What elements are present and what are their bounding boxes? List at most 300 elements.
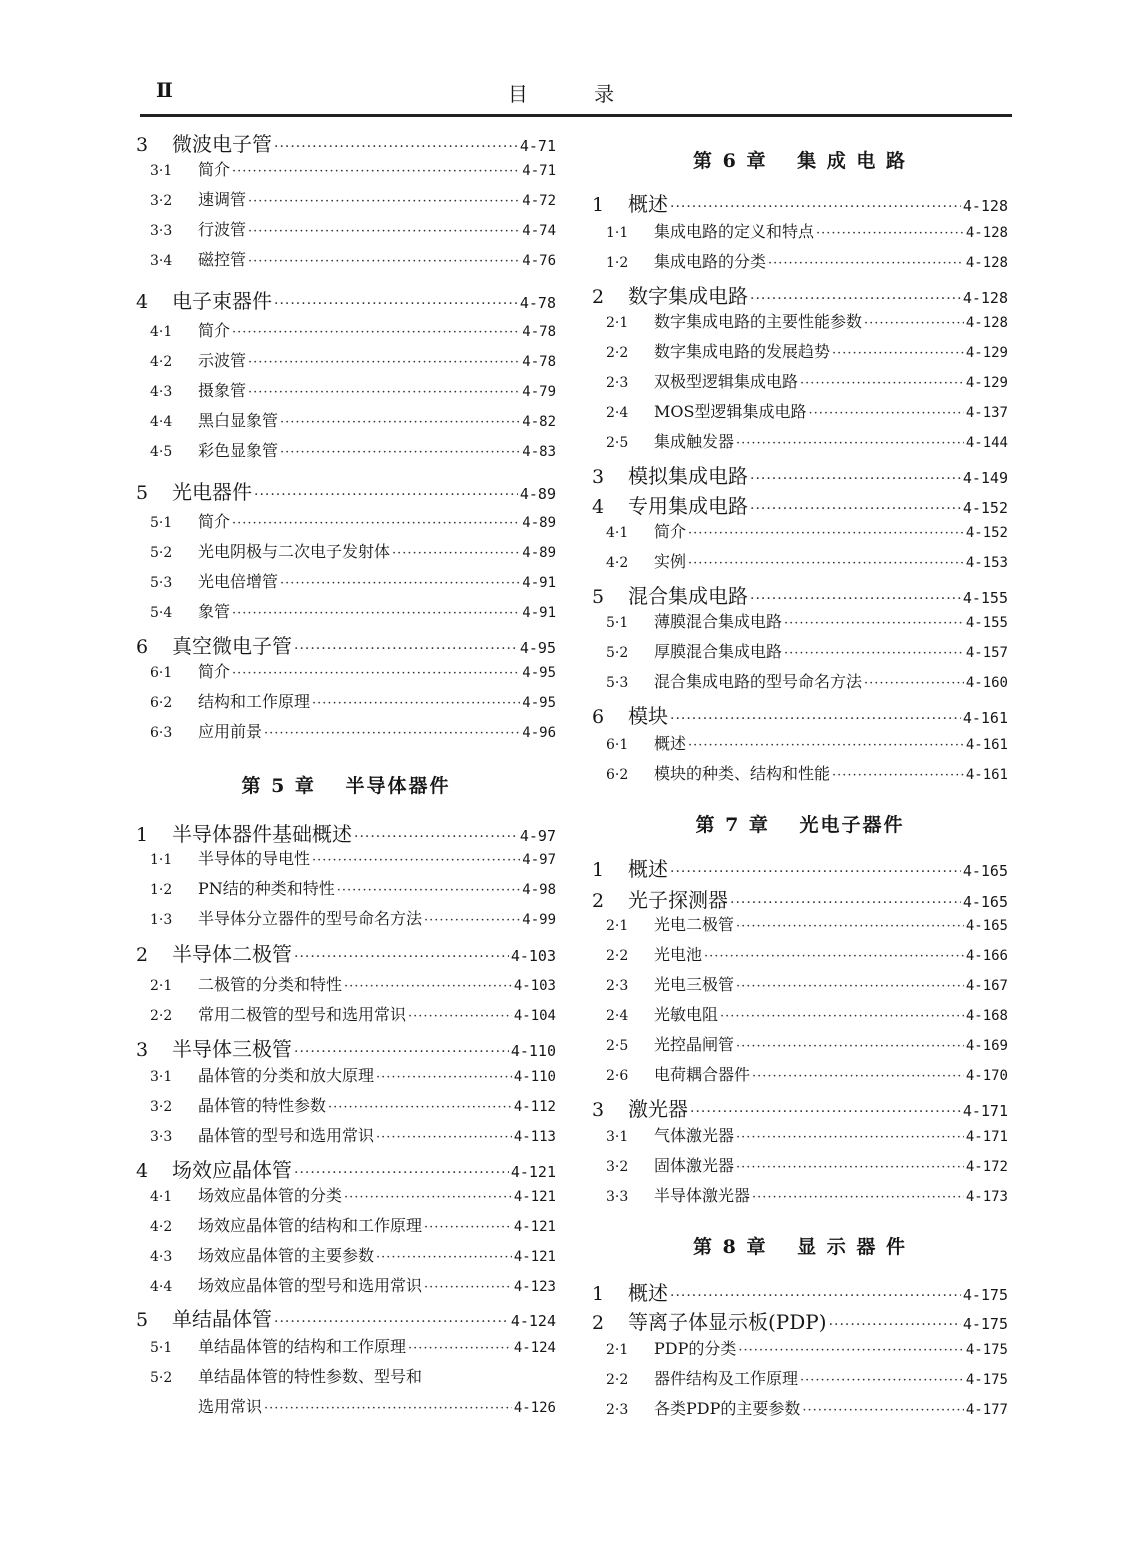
entry-number: 2·4 xyxy=(606,1008,629,1024)
toc-subsection-entry[interactable] xyxy=(136,689,556,712)
entry-title: 速调管 xyxy=(198,190,247,209)
entry-page: 4-175 xyxy=(965,1342,1008,1358)
dot-leader xyxy=(248,254,520,269)
entry-title: 概述 xyxy=(628,192,668,216)
entry-title: PN结的种类和特性 xyxy=(198,879,335,898)
entry-number: 5·4 xyxy=(150,605,173,621)
toc-section-entry[interactable] xyxy=(592,700,1008,729)
entry-number: 2·3 xyxy=(606,978,629,994)
entry-number: 3·3 xyxy=(150,1129,173,1145)
dot-leader xyxy=(736,979,964,994)
toc-subsection-entry[interactable] xyxy=(136,247,556,270)
dot-leader xyxy=(280,415,520,430)
entry-title: 二极管的分类和特性 xyxy=(198,975,343,994)
toc-section-entry[interactable] xyxy=(136,818,556,847)
entry-number: 4 xyxy=(136,1160,149,1182)
entry-number: 1·1 xyxy=(606,225,629,241)
toc-subsection-entry[interactable] xyxy=(592,519,1008,542)
entry-number: 5 xyxy=(136,1309,149,1331)
dot-leader xyxy=(802,1403,963,1418)
toc-subsection-entry[interactable] xyxy=(592,731,1008,754)
entry-page: 4-103 xyxy=(510,947,556,965)
entry-number: 1·2 xyxy=(606,255,629,271)
entry-page: 4-124 xyxy=(510,1312,556,1330)
entry-title: 简介 xyxy=(654,522,687,541)
toc-subsection-entry[interactable] xyxy=(592,399,1008,422)
entry-title: 单结晶体管的结构和工作原理 xyxy=(198,1337,407,1356)
entry-title: 行波管 xyxy=(198,220,247,239)
entry-page: 4-167 xyxy=(965,978,1008,994)
entry-page: 4-95 xyxy=(522,665,556,681)
entry-title: 常用二极管的型号和选用常识 xyxy=(198,1005,407,1024)
entry-page: 4-153 xyxy=(965,555,1008,571)
entry-title: 场效应晶体管的型号和选用常识 xyxy=(198,1276,423,1295)
entry-page: 4-152 xyxy=(962,499,1008,517)
toc-section-entry[interactable] xyxy=(592,1277,1008,1306)
entry-title: 概述 xyxy=(628,1281,668,1305)
dot-leader xyxy=(376,1070,512,1085)
toc-section-entry[interactable] xyxy=(136,1303,556,1332)
entry-page: 4-177 xyxy=(965,1402,1008,1418)
entry-page: 4-169 xyxy=(965,1038,1008,1054)
toc-subsection-entry[interactable] xyxy=(136,1123,556,1146)
toc-subsection-entry[interactable] xyxy=(592,1183,1008,1206)
toc-subsection-entry[interactable] xyxy=(592,1366,1008,1389)
toc-section-entry[interactable] xyxy=(592,1093,1008,1122)
entry-page: 4-126 xyxy=(513,1400,556,1416)
toc-subsection-entry[interactable] xyxy=(592,1002,1008,1025)
toc-section-entry[interactable] xyxy=(136,630,556,659)
entry-number: 4·1 xyxy=(606,525,629,541)
entry-number: 1 xyxy=(592,859,605,881)
toc-subsection-entry[interactable] xyxy=(592,369,1008,392)
toc-subsection-entry[interactable] xyxy=(136,217,556,240)
entry-number: 6·1 xyxy=(150,665,173,681)
entry-page: 4-152 xyxy=(965,525,1008,541)
dot-leader xyxy=(688,556,964,571)
toc-subsection-entry[interactable] xyxy=(136,846,556,869)
dot-leader xyxy=(750,471,961,487)
entry-title: 晶体管的分类和放大原理 xyxy=(198,1066,375,1085)
dot-leader xyxy=(408,1341,512,1356)
toc-section-entry[interactable] xyxy=(592,490,1008,519)
dot-leader xyxy=(424,913,520,928)
entry-title: 场效应晶体管 xyxy=(172,1158,292,1182)
dot-leader xyxy=(832,346,964,361)
dot-leader xyxy=(408,1009,512,1024)
toc-subsection-entry[interactable] xyxy=(136,318,556,341)
dot-leader xyxy=(264,1401,512,1416)
entry-title: 场效应晶体管的主要参数 xyxy=(198,1246,375,1265)
toc-subsection-entry[interactable] xyxy=(136,1183,556,1206)
toc-subsection-entry[interactable] xyxy=(592,1062,1008,1085)
dot-leader xyxy=(750,291,961,307)
entry-number: 6·1 xyxy=(606,737,629,753)
entry-page: 4-161 xyxy=(962,709,1008,727)
entry-page: 4-129 xyxy=(965,345,1008,361)
toc-subsection-entry[interactable] xyxy=(136,1002,556,1025)
entry-title: 晶体管的特性参数 xyxy=(198,1096,327,1115)
toc-subsection-entry[interactable] xyxy=(136,157,556,180)
toc-subsection-entry[interactable] xyxy=(136,1093,556,1116)
toc-subsection-entry[interactable] xyxy=(592,249,1008,272)
toc-subsection-entry[interactable] xyxy=(136,1213,556,1236)
dot-leader xyxy=(424,1280,512,1295)
entry-title: 集成触发器 xyxy=(654,432,735,451)
entry-number: 6·2 xyxy=(150,695,173,711)
entry-title: 电荷耦合器件 xyxy=(654,1065,751,1084)
entry-page: 4-91 xyxy=(522,605,556,621)
toc-subsection-entry[interactable] xyxy=(136,876,556,899)
entry-title: 单结晶体管的特性参数、型号和 xyxy=(198,1367,423,1386)
dot-leader xyxy=(784,616,964,631)
entry-page: 4-161 xyxy=(965,767,1008,783)
toc-subsection-entry[interactable] xyxy=(136,1243,556,1266)
entry-number: 3·1 xyxy=(150,163,173,179)
toc-subsection-entry[interactable] xyxy=(592,429,1008,452)
toc-section-entry[interactable] xyxy=(592,188,1008,217)
entry-number: 2·2 xyxy=(606,345,629,361)
entry-number: 4 xyxy=(136,291,149,313)
entry-title: 场效应晶体管的分类 xyxy=(198,1186,343,1205)
toc-subsection-entry[interactable] xyxy=(592,1123,1008,1146)
entry-page: 4-95 xyxy=(519,639,556,657)
entry-number: 2·3 xyxy=(606,1402,629,1418)
entry-title: 光控晶闸管 xyxy=(654,1035,735,1054)
entry-page: 4-95 xyxy=(522,695,556,711)
entry-number: 5·2 xyxy=(606,645,629,661)
entry-page: 4-121 xyxy=(513,1249,556,1265)
entry-page: 4-78 xyxy=(522,354,556,370)
toc-section-entry[interactable] xyxy=(136,128,556,157)
entry-number: 4·2 xyxy=(150,354,173,370)
dot-leader xyxy=(688,738,964,753)
toc-subsection-entry[interactable] xyxy=(592,942,1008,965)
entry-page: 4-168 xyxy=(965,1008,1008,1024)
toc-subsection-entry[interactable] xyxy=(592,761,1008,784)
entry-number: 3·1 xyxy=(606,1129,629,1145)
entry-page: 4-71 xyxy=(519,137,556,155)
dot-leader xyxy=(248,224,520,239)
toc-subsection-entry[interactable] xyxy=(136,187,556,210)
toc-subsection-entry[interactable] xyxy=(136,569,556,592)
page-title: 目 录 xyxy=(507,82,645,106)
entry-page: 4-128 xyxy=(962,197,1008,215)
chapter-heading: 第 7 章 光电子器件 xyxy=(695,814,905,836)
dot-leader xyxy=(376,1250,512,1265)
dot-leader xyxy=(738,1343,963,1358)
entry-page: 4-104 xyxy=(513,1008,556,1024)
entry-title: 应用前景 xyxy=(198,722,263,741)
entry-number: 3·3 xyxy=(606,1189,629,1205)
toc-subsection-entry[interactable] xyxy=(136,378,556,401)
dot-leader xyxy=(670,711,961,727)
entry-page: 4-121 xyxy=(510,1163,556,1181)
entry-number: 3·4 xyxy=(150,253,173,269)
dot-leader xyxy=(274,296,518,312)
header-rule xyxy=(140,114,1012,117)
entry-number: 5·3 xyxy=(150,575,173,591)
toc-subsection-entry[interactable] xyxy=(592,1032,1008,1055)
entry-page: 4-96 xyxy=(522,725,556,741)
toc-subsection-entry[interactable] xyxy=(592,1396,1008,1419)
entry-title: 单结晶体管 xyxy=(172,1307,272,1331)
entry-number: 5·2 xyxy=(150,545,173,561)
dot-leader xyxy=(248,355,520,370)
entry-page: 4-99 xyxy=(522,912,556,928)
entry-page: 4-103 xyxy=(513,978,556,994)
toc-subsection-entry[interactable] xyxy=(136,408,556,431)
entry-page: 4-82 xyxy=(522,414,556,430)
toc-subsection-entry[interactable] xyxy=(136,1364,556,1387)
entry-title: 专用集成电路 xyxy=(628,494,748,518)
entry-page: 4-89 xyxy=(522,545,556,561)
dot-leader xyxy=(294,1044,509,1060)
entry-title: 模块的种类、结构和性能 xyxy=(654,764,831,783)
entry-page: 4-170 xyxy=(965,1068,1008,1084)
entry-number: 6·2 xyxy=(606,767,629,783)
entry-number: 2·1 xyxy=(606,1342,629,1358)
dot-leader xyxy=(752,1190,964,1205)
dot-leader xyxy=(864,676,964,691)
entry-number: 3·3 xyxy=(150,223,173,239)
entry-title: 半导体二极管 xyxy=(172,942,292,966)
dot-leader xyxy=(376,1130,512,1145)
entry-number: 2 xyxy=(592,1312,605,1334)
dot-leader xyxy=(424,1220,512,1235)
dot-leader xyxy=(730,895,961,911)
entry-number: 2·3 xyxy=(606,375,629,391)
dot-leader xyxy=(670,1288,961,1304)
chapter-heading: 第 5 章 半导体器件 xyxy=(241,775,451,797)
dot-leader xyxy=(232,516,520,531)
toc-subsection-entry[interactable] xyxy=(592,639,1008,662)
entry-title: 模拟集成电路 xyxy=(628,464,748,488)
dot-leader xyxy=(808,406,963,421)
entry-page: 4-89 xyxy=(519,485,556,503)
entry-title: 半导体激光器 xyxy=(654,1186,751,1205)
dot-leader xyxy=(344,1190,512,1205)
entry-title: 混合集成电路的型号命名方法 xyxy=(654,672,863,691)
dot-leader xyxy=(328,1100,512,1115)
entry-number: 4·4 xyxy=(150,1279,173,1295)
dot-leader xyxy=(232,666,520,681)
dot-leader xyxy=(264,726,520,741)
dot-leader xyxy=(800,1373,964,1388)
entry-number: 2 xyxy=(592,890,605,912)
entry-page: 4-98 xyxy=(522,882,556,898)
entry-title: 黑白显象管 xyxy=(198,411,279,430)
entry-page: 4-79 xyxy=(522,384,556,400)
entry-number: 5 xyxy=(136,482,149,504)
chapter-heading: 第 6 章 集 成 电 路 xyxy=(693,150,907,172)
entry-number: 1 xyxy=(592,1283,605,1305)
toc-subsection-entry[interactable] xyxy=(136,438,556,461)
dot-leader xyxy=(232,164,520,179)
entry-number: 3·2 xyxy=(150,1099,173,1115)
entry-number: 5·1 xyxy=(606,615,629,631)
toc-section-entry[interactable] xyxy=(592,280,1008,309)
toc-section-entry[interactable] xyxy=(592,884,1008,913)
toc-subsection-entry[interactable] xyxy=(592,549,1008,572)
entry-page: 4-128 xyxy=(962,289,1008,307)
dot-leader xyxy=(704,949,964,964)
entry-title: 微波电子管 xyxy=(172,132,272,156)
entry-title: 数字集成电路的发展趋势 xyxy=(654,342,831,361)
toc-subsection-entry[interactable] xyxy=(136,719,556,742)
dot-leader xyxy=(750,591,961,607)
toc-subsection-entry[interactable] xyxy=(592,309,1008,332)
entry-title: 光敏电阻 xyxy=(654,1005,719,1024)
entry-title: 半导体的导电性 xyxy=(198,849,311,868)
toc-entry-continuation[interactable] xyxy=(198,1394,556,1417)
entry-page: 4-172 xyxy=(965,1159,1008,1175)
entry-page: 4-171 xyxy=(962,1102,1008,1120)
toc-subsection-entry[interactable] xyxy=(592,669,1008,692)
toc-subsection-entry[interactable] xyxy=(136,509,556,532)
entry-title: 光电三极管 xyxy=(654,975,735,994)
toc-section-entry[interactable] xyxy=(136,476,556,505)
dot-leader xyxy=(337,883,521,898)
entry-number: 3·2 xyxy=(606,1159,629,1175)
dot-leader xyxy=(736,1130,964,1145)
entry-number: 3·1 xyxy=(150,1069,173,1085)
dot-leader xyxy=(720,1009,964,1024)
toc-section-entry[interactable] xyxy=(136,1154,556,1183)
toc-subsection-entry[interactable] xyxy=(136,539,556,562)
entry-title: 集成电路的分类 xyxy=(654,252,767,271)
dot-leader xyxy=(784,646,964,661)
dot-leader xyxy=(232,606,520,621)
dot-leader xyxy=(344,979,512,994)
entry-page: 4-128 xyxy=(965,255,1008,271)
dot-leader xyxy=(690,1104,961,1120)
dot-leader xyxy=(752,1069,964,1084)
toc-subsection-entry[interactable] xyxy=(592,609,1008,632)
entry-page: 4-129 xyxy=(965,375,1008,391)
entry-title: 半导体器件基础概述 xyxy=(172,822,352,846)
toc-subsection-entry[interactable] xyxy=(592,1153,1008,1176)
toc-subsection-entry[interactable] xyxy=(592,219,1008,242)
entry-title: 象管 xyxy=(198,602,231,621)
toc-section-entry[interactable] xyxy=(592,580,1008,609)
entry-page: 4-157 xyxy=(965,645,1008,661)
toc-subsection-entry[interactable] xyxy=(136,972,556,995)
entry-page: 4-78 xyxy=(522,324,556,340)
entry-title: 示波管 xyxy=(198,351,247,370)
entry-number: 3 xyxy=(136,1039,149,1061)
dot-leader xyxy=(800,376,964,391)
entry-title: 模块 xyxy=(628,704,668,728)
toc-subsection-entry[interactable] xyxy=(136,659,556,682)
entry-title: 结构和工作原理 xyxy=(198,692,311,711)
entry-title: 摄象管 xyxy=(198,381,247,400)
toc-section-entry[interactable] xyxy=(136,938,556,967)
entry-number: 2·5 xyxy=(606,435,629,451)
entry-number: 5·3 xyxy=(606,675,629,691)
dot-leader xyxy=(829,1317,961,1333)
entry-page: 4-74 xyxy=(522,223,556,239)
entry-number: 5·2 xyxy=(150,1370,173,1386)
toc-section-entry[interactable] xyxy=(592,460,1008,489)
entry-number: 4·1 xyxy=(150,1189,173,1205)
entry-number: 4·3 xyxy=(150,1249,173,1265)
dot-leader xyxy=(768,256,964,271)
dot-leader xyxy=(736,1160,964,1175)
entry-title: 混合集成电路 xyxy=(628,584,748,608)
toc-subsection-entry[interactable] xyxy=(136,1273,556,1296)
dot-leader xyxy=(670,864,961,880)
toc-section-entry[interactable] xyxy=(592,853,1008,882)
entry-page: 4-166 xyxy=(965,948,1008,964)
entry-title: 数字集成电路的主要性能参数 xyxy=(654,312,863,331)
entry-page: 4-175 xyxy=(962,1315,1008,1333)
entry-title: 半导体分立器件的型号命名方法 xyxy=(198,909,423,928)
entry-page: 4-171 xyxy=(965,1129,1008,1145)
entry-title: 半导体三极管 xyxy=(172,1037,292,1061)
toc-subsection-entry[interactable] xyxy=(136,599,556,622)
entry-title: 集成电路的定义和特点 xyxy=(654,222,815,241)
entry-number: 2·1 xyxy=(606,315,629,331)
entry-page: 4-72 xyxy=(522,193,556,209)
entry-title: 选用常识 xyxy=(198,1397,263,1416)
toc-section-entry[interactable] xyxy=(136,1033,556,1062)
entry-title: 光电倍增管 xyxy=(198,572,279,591)
entry-number: 4·2 xyxy=(150,1219,173,1235)
dot-leader xyxy=(312,853,520,868)
toc-subsection-entry[interactable] xyxy=(592,912,1008,935)
entry-number: 6 xyxy=(592,706,605,728)
entry-number: 3 xyxy=(592,466,605,488)
entry-number: 1 xyxy=(136,824,149,846)
toc-subsection-entry[interactable] xyxy=(592,972,1008,995)
dot-leader xyxy=(312,696,520,711)
entry-page: 4-97 xyxy=(522,852,556,868)
toc-section-entry[interactable] xyxy=(136,285,556,314)
toc-subsection-entry[interactable] xyxy=(136,1063,556,1086)
dot-leader xyxy=(274,139,518,155)
toc-subsection-entry[interactable] xyxy=(136,348,556,371)
entry-title: 等离子体显示板(PDP) xyxy=(628,1310,827,1334)
dot-leader xyxy=(294,1165,509,1181)
entry-title: 光电池 xyxy=(654,945,703,964)
entry-number: 1·3 xyxy=(150,912,173,928)
toc-section-entry[interactable] xyxy=(592,1306,1008,1335)
entry-title: 实例 xyxy=(654,552,687,571)
entry-number: 2 xyxy=(136,944,149,966)
entry-page: 4-97 xyxy=(519,827,556,845)
toc-subsection-entry[interactable] xyxy=(592,1336,1008,1359)
entry-page: 4-110 xyxy=(513,1069,556,1085)
entry-title: 简介 xyxy=(198,321,231,340)
dot-leader xyxy=(864,316,964,331)
entry-page: 4-165 xyxy=(962,862,1008,880)
toc-subsection-entry[interactable] xyxy=(136,1334,556,1357)
entry-number: 2 xyxy=(592,286,605,308)
dot-leader xyxy=(736,919,964,934)
entry-title: 薄膜混合集成电路 xyxy=(654,612,783,631)
entry-page: 4-110 xyxy=(510,1042,556,1060)
entry-page: 4-121 xyxy=(513,1189,556,1205)
entry-title: 光电器件 xyxy=(172,480,252,504)
entry-page: 4-71 xyxy=(522,163,556,179)
toc-subsection-entry[interactable] xyxy=(592,339,1008,362)
toc-subsection-entry[interactable] xyxy=(136,906,556,929)
entry-number: 5 xyxy=(592,586,605,608)
entry-page: 4-165 xyxy=(962,893,1008,911)
dot-leader xyxy=(232,325,520,340)
entry-number: 5·1 xyxy=(150,515,173,531)
